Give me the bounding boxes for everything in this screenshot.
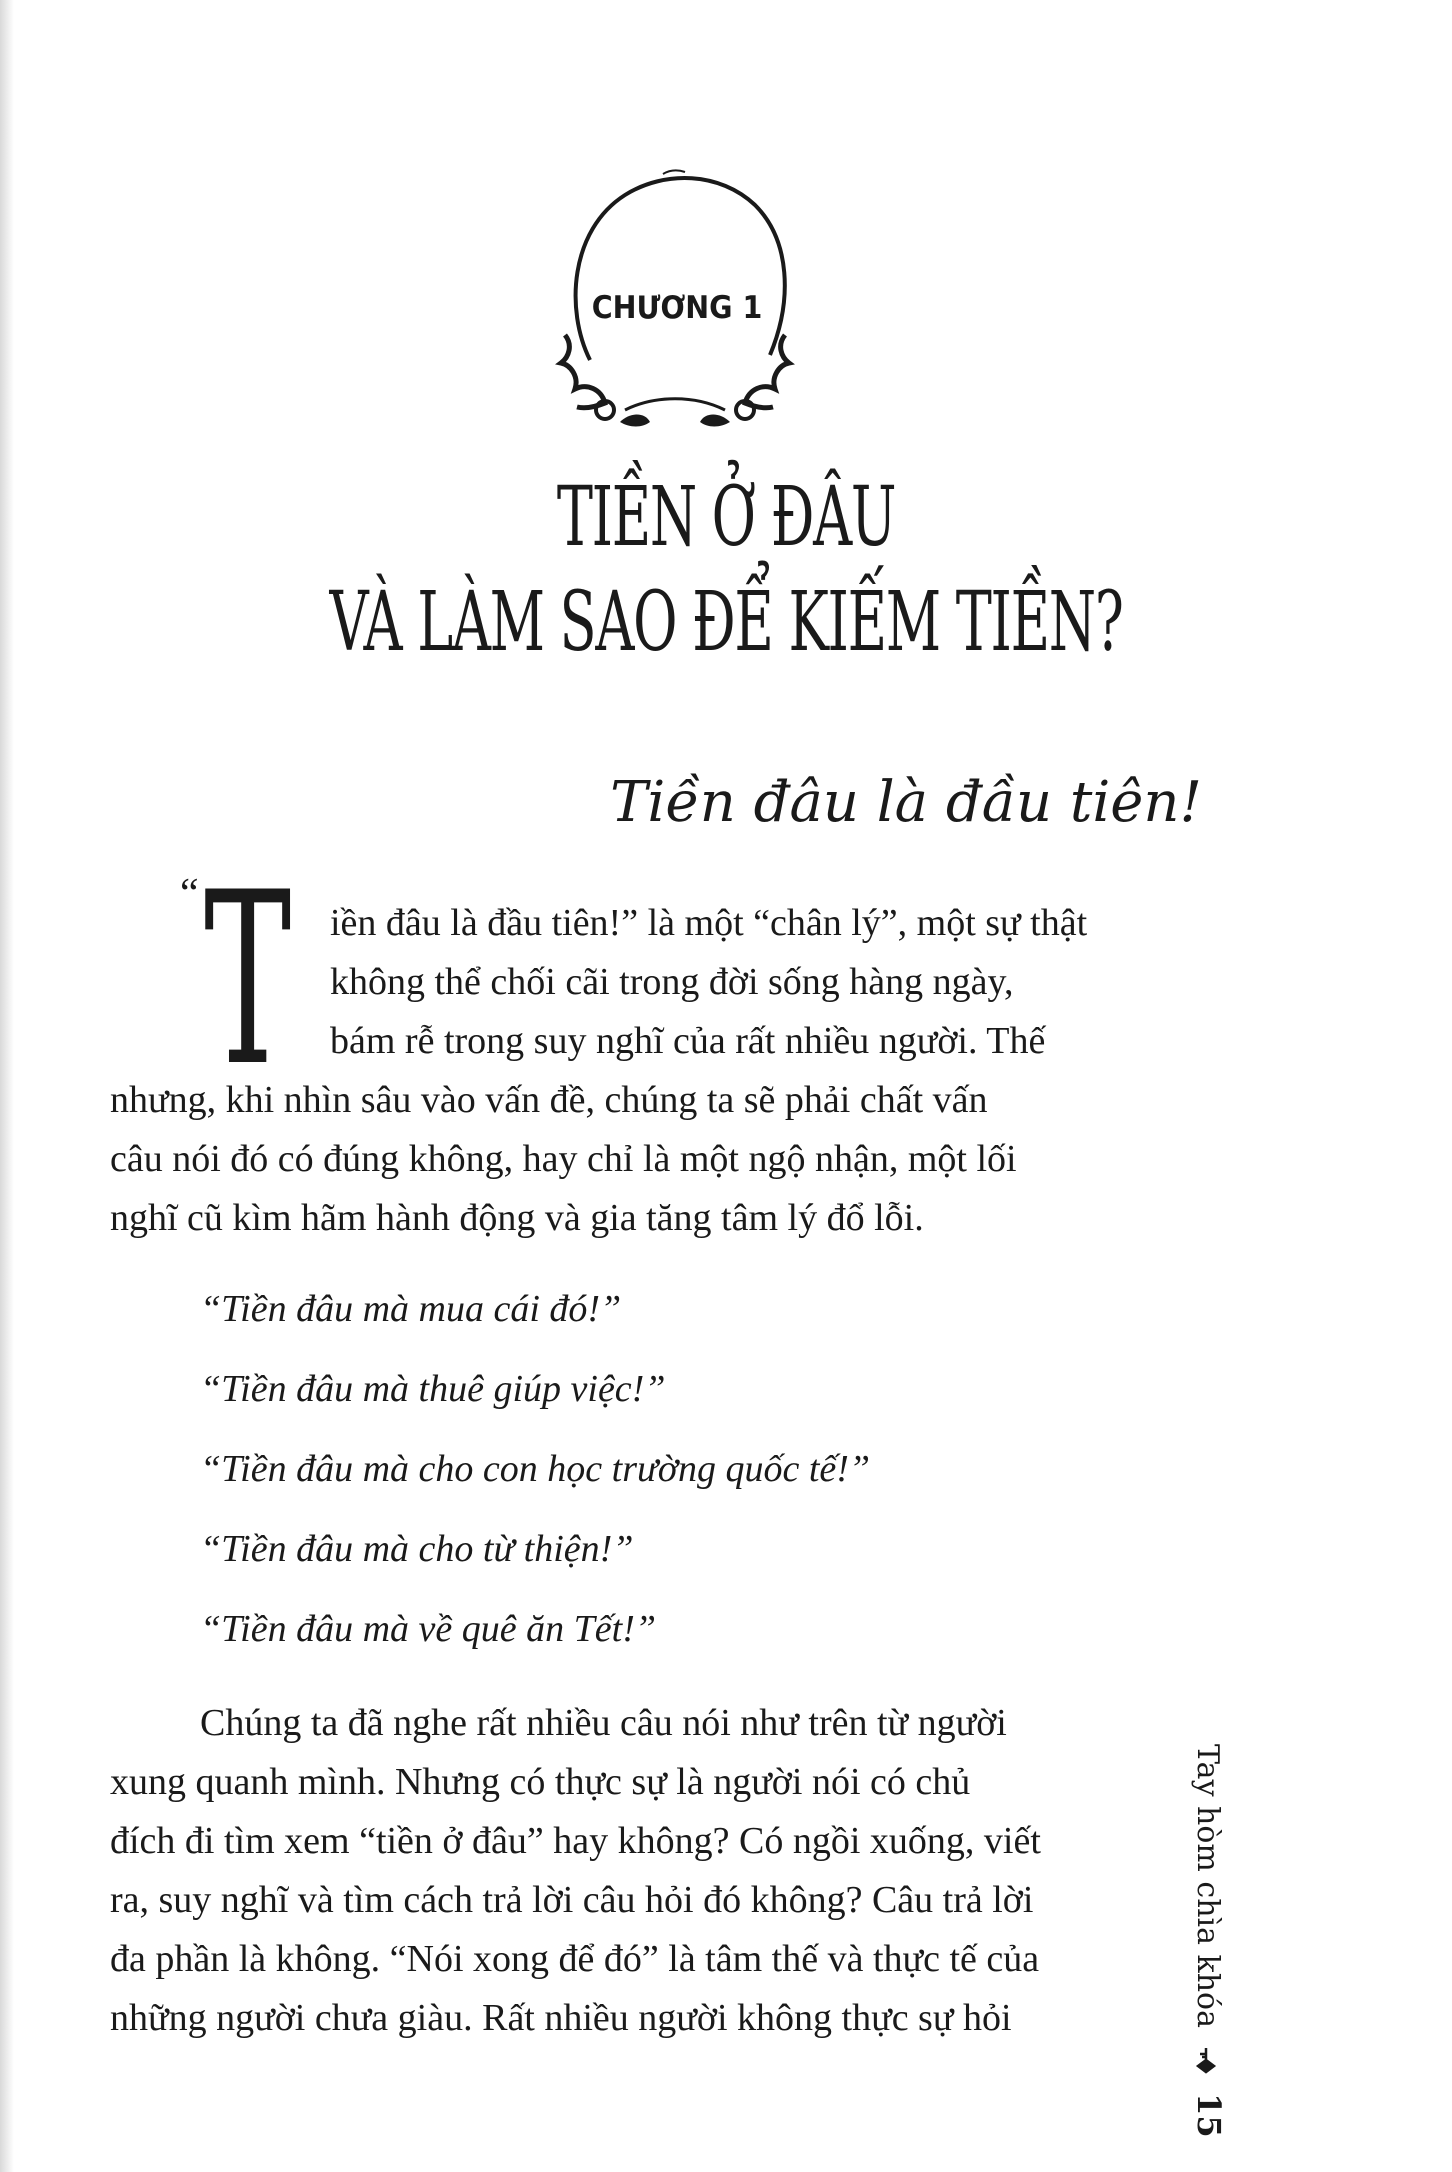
paragraph2-line: đa phần là không. “Nói xong để đó” là tâm thế và thực tế của bbox=[110, 1938, 1040, 1980]
quote-line: “Tiền đâu mà cho từ thiện!” bbox=[200, 1528, 634, 1570]
paragraph2-line: xung quanh mình. Nhưng có thực sự là người nói có chủ bbox=[110, 1761, 971, 1803]
page-number: 15 bbox=[1190, 2093, 1228, 2138]
chapter-title-line-1: TIỀN Ở ĐÂU bbox=[556, 470, 896, 565]
book-title: Tay hòm chìa khóa bbox=[1190, 1744, 1225, 2029]
paragraph2-line: ra, suy nghĩ và tìm cách trả lời câu hỏi đó không? Câu trả lời bbox=[110, 1879, 1034, 1921]
paragraph1-line: nhưng, khi nhìn sâu vào vấn đề, chúng ta sẽ phải chất vấn bbox=[110, 1079, 988, 1121]
section-heading: Tiền đâu là đầu tiên! bbox=[610, 770, 1202, 835]
paragraph1-line: không thể chối cãi trong đời sống hàng ngày, bbox=[330, 961, 1014, 1003]
quote-line: “Tiền đâu mà cho con học trường quốc tế!” bbox=[200, 1448, 871, 1490]
opening-quote-mark: “ bbox=[180, 871, 199, 917]
quote-line: “Tiền đâu mà thuê giúp việc!” bbox=[200, 1368, 666, 1410]
paragraph2-line: đích đi tìm xem “tiền ở đâu” hay không? Có ngồi xuống, viết bbox=[110, 1820, 1041, 1862]
key-ornament-icon bbox=[1194, 2046, 1218, 2076]
paragraph1-line: iền đâu là đầu tiên!” là một “chân lý”, một sự thật bbox=[330, 902, 1088, 944]
chapter-label: CHƯƠNG 1 bbox=[591, 290, 763, 326]
paragraph1-line: câu nói đó có đúng không, hay chỉ là một ngộ nhận, một lối bbox=[110, 1138, 1017, 1180]
drop-cap: T bbox=[204, 842, 292, 1119]
paragraph1-line: bám rễ trong suy nghĩ của rất nhiều người. Thế bbox=[330, 1020, 1046, 1062]
paragraph2-line: Chúng ta đã nghe rất nhiều câu nói như trên từ người bbox=[200, 1702, 1007, 1744]
paragraph1-line: nghĩ cũ kìm hãm hành động và gia tăng tâm lý đổ lỗi. bbox=[110, 1197, 924, 1239]
quote-line: “Tiền đâu mà mua cái đó!” bbox=[200, 1288, 622, 1330]
paragraph2-line: những người chưa giàu. Rất nhiều người không thực sự hỏi bbox=[110, 1997, 1012, 2039]
page-edge-shadow bbox=[0, 0, 14, 2172]
chapter-title-line-2: VÀ LÀM SAO ĐỂ KIẾM TIỀN? bbox=[329, 575, 1123, 670]
running-footer bbox=[1190, 1744, 1228, 2138]
quote-line: “Tiền đâu mà về quê ăn Tết!” bbox=[200, 1608, 656, 1650]
